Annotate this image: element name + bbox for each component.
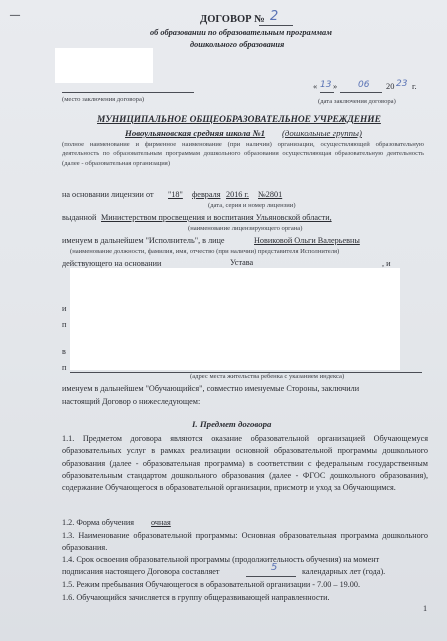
date-close-quote: » [333,82,338,91]
contract-subtitle-line1: об образовании по образовательным программам [150,28,332,37]
redacted-party [70,268,400,370]
license-prefix: на основании лицензии от [62,190,154,199]
page-number: 1 [423,604,428,613]
section1-p1-1: 1.1. Предметом договора являются оказание образовательной организацией Обучающемуся образовательных услуг в рамках реализации основной образовательной программы дошкольного образования (далее - образовательная программа) в соответствии с федеральным государственным образовательным стандартом дошкольного образования (далее - ФГОС дошкольного образования), содержание Обучающегося в образовательной организации, присмотр и уход за Обучающимся. [62,434,428,493]
term-underline [246,576,296,577]
date-open-quote: « [313,82,318,91]
executor-caption: (наименование должности, фамилия, имя, отчество (при наличии) представителя Исполнителя) [70,248,340,255]
date-year-prefix: 20 [386,82,395,91]
executor-prefix: именуем в дальнейшем "Исполнитель", в лице [62,236,225,245]
issued-prefix: выданной [62,213,97,222]
date-year: 23 [396,79,408,89]
number-underline [259,25,293,26]
license-month: февраля [192,190,221,199]
fragment-letter-1: и [62,304,67,313]
section1-p1-3: 1.3. Наименование образовательной программы: Основная образовательная программа дошкольного образования. [62,531,428,553]
place-underline [62,92,194,93]
basis-prefix: действующего на основании [62,259,162,268]
section1-p1-4-prefix: подписания настоящего Договора составляет [62,567,220,576]
section1-p1-6: 1.6. Обучающийся зачисляется в группу общеразвивающей направленности. [62,593,330,602]
redacted-place [55,48,153,83]
section1-p1-4-line1: 1.4. Срок освоения образовательной программы (продолжительность обучения) на момент [62,555,380,564]
license-day: "18" [168,190,183,199]
section1-p1-2-prefix: 1.2. Форма обучения [62,518,134,527]
address-caption: (адрес места жительства ребенка с указанием индекса) [190,373,345,380]
section1-heading: I. Предмет договора [192,419,272,429]
license-year: 2016 г. [226,190,249,199]
fragment-letter-4: п [62,363,67,372]
license-number: №2801 [258,190,283,199]
date-year-end: г. [412,82,417,91]
contract-title: ДОГОВОР № [200,14,265,25]
fragment-letter-3: в [62,347,66,356]
contract-subtitle-line2: дошкольного образования [190,40,285,49]
date-month: 06 [358,80,370,90]
license-issuer: Министерством просвещения и воспитания Ульяновской области, [101,213,332,222]
org-name: МУНИЦИПАЛЬНОЕ ОБЩЕОБРАЗОВАТЕЛЬНОЕ УЧРЕЖДЕНИЕ [97,115,381,125]
date-caption: (дата заключения договора) [318,98,396,105]
fragment-letter-2: п [62,320,67,329]
top-dash: — [10,10,20,21]
section1-p1-4-suffix: календарных лет (года). [302,567,386,576]
contract-number: 2 [270,9,279,24]
parties-line2: настоящий Договор о нижеследующем: [62,397,201,406]
place-caption: (место заключения договора) [62,96,145,103]
parties-line1: именуем в дальнейшем "Обучающийся", совместно именуемые Стороны, заключили [62,384,360,393]
issuer-caption: (наименование лицензирующего органа) [188,225,303,232]
date-day: 13 [320,80,332,90]
basis-end: , и [382,259,391,268]
org-school: Новоульяновская средняя школа №1 [125,128,266,138]
org-school-note: (дошкольные группы) [282,128,362,138]
org-caption: (полное наименование и фирменное наименование (при наличии) организации, осуществляющей образовательную деятельность по образовательным программам дошкольного образования осуществляющая образовательную деятельность (далее - образовательная организация) [62,141,424,167]
section1-p1-4-value: 5 [271,562,278,573]
executor-name: Новиковой Ольги Валерьевны [254,236,360,245]
date-day-underline [320,92,334,93]
basis-value: Устава [230,258,254,267]
license-caption: (дата, серия и номер лицензии) [208,202,296,209]
section1-p1-5: 1.5. Режим пребывания Обучающегося в образовательной организации - 7.00 – 19.00. [62,580,361,589]
section1-p1-2-value: очная [151,518,171,527]
date-month-underline [340,92,382,93]
